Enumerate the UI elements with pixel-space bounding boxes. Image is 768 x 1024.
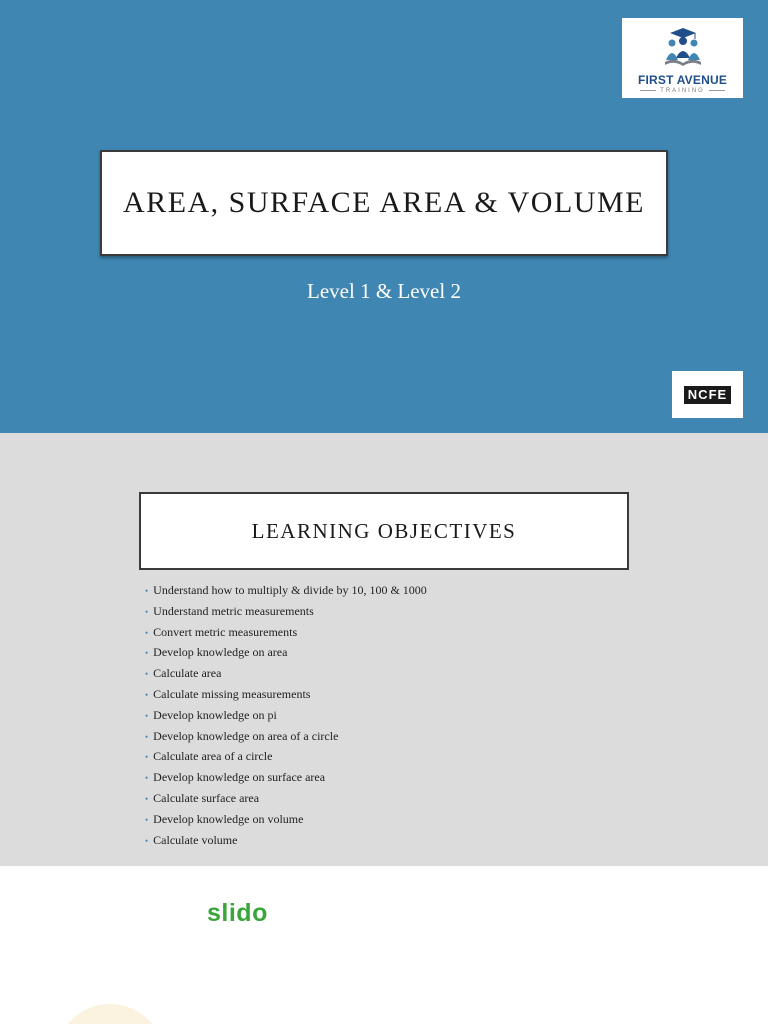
- objective-text: Calculate volume: [153, 832, 238, 847]
- objective-text: Develop knowledge on volume: [153, 811, 304, 826]
- objective-text: Develop knowledge on surface area: [153, 770, 326, 785]
- objective-text: Calculate surface area: [153, 790, 260, 805]
- bullet-icon: •: [145, 752, 149, 763]
- slide-title-box: [100, 150, 668, 256]
- title-slide: [0, 0, 768, 433]
- bullet-icon: •: [145, 710, 149, 721]
- objective-text: Calculate missing measurements: [153, 686, 311, 701]
- bullet-icon: •: [145, 606, 149, 617]
- objective-text: Understand metric measurements: [153, 603, 314, 618]
- bullet-icon: •: [145, 835, 149, 846]
- objective-item: [145, 684, 427, 705]
- bullet-icon: •: [145, 669, 149, 680]
- objective-item: [145, 601, 427, 622]
- objective-text: Calculate area: [153, 666, 222, 681]
- objective-item: [145, 788, 427, 809]
- learning-objectives-slide: [0, 433, 768, 866]
- bullet-icon: •: [145, 648, 149, 659]
- objective-item: [145, 830, 427, 851]
- bullet-icon: •: [145, 814, 149, 825]
- objective-text: Calculate area of a circle: [153, 749, 273, 764]
- objective-text: Understand how to multiply & divide by 10, 100 & 1000: [153, 583, 427, 597]
- objective-item: [145, 746, 427, 767]
- bullet-icon: •: [145, 627, 149, 638]
- objective-item: [145, 726, 427, 747]
- objective-item: [145, 705, 427, 726]
- objective-item: [145, 767, 427, 788]
- bullet-icon: •: [145, 689, 149, 700]
- slide-title: AREA, SURFACE AREA & VOLUME: [123, 186, 645, 219]
- objective-item: [145, 580, 427, 601]
- objectives-title: LEARNING OBJECTIVES: [251, 518, 517, 543]
- logo-tagline: TRAINING: [622, 88, 743, 94]
- bullet-icon: •: [145, 731, 149, 742]
- objectives-list: [145, 580, 427, 850]
- objective-text: Develop knowledge on area: [153, 645, 288, 660]
- objective-text: Develop knowledge on pi: [153, 707, 277, 722]
- objectives-title-box: [139, 492, 629, 570]
- slido-slide: [0, 866, 768, 1024]
- decorative-circle: [55, 1004, 165, 1024]
- first-avenue-logo: [622, 18, 743, 98]
- ncfe-logo: [672, 371, 743, 418]
- slide-subtitle: Level 1 & Level 2: [307, 279, 461, 303]
- slido-logo: slido: [207, 899, 268, 927]
- ncfe-badge-text: NCFE: [684, 386, 731, 404]
- bullet-icon: •: [145, 773, 149, 784]
- objective-text: Develop knowledge on area of a circle: [153, 728, 339, 743]
- logo-name: FIRST AVENUE: [637, 73, 728, 87]
- objective-item: [145, 622, 427, 643]
- bullet-icon: •: [145, 793, 149, 804]
- objective-item: [145, 642, 427, 663]
- objective-item: [145, 663, 427, 684]
- graduates-book-icon: [662, 26, 704, 72]
- objective-item: [145, 809, 427, 830]
- objective-text: Convert metric measurements: [153, 624, 298, 639]
- bullet-icon: •: [145, 586, 149, 596]
